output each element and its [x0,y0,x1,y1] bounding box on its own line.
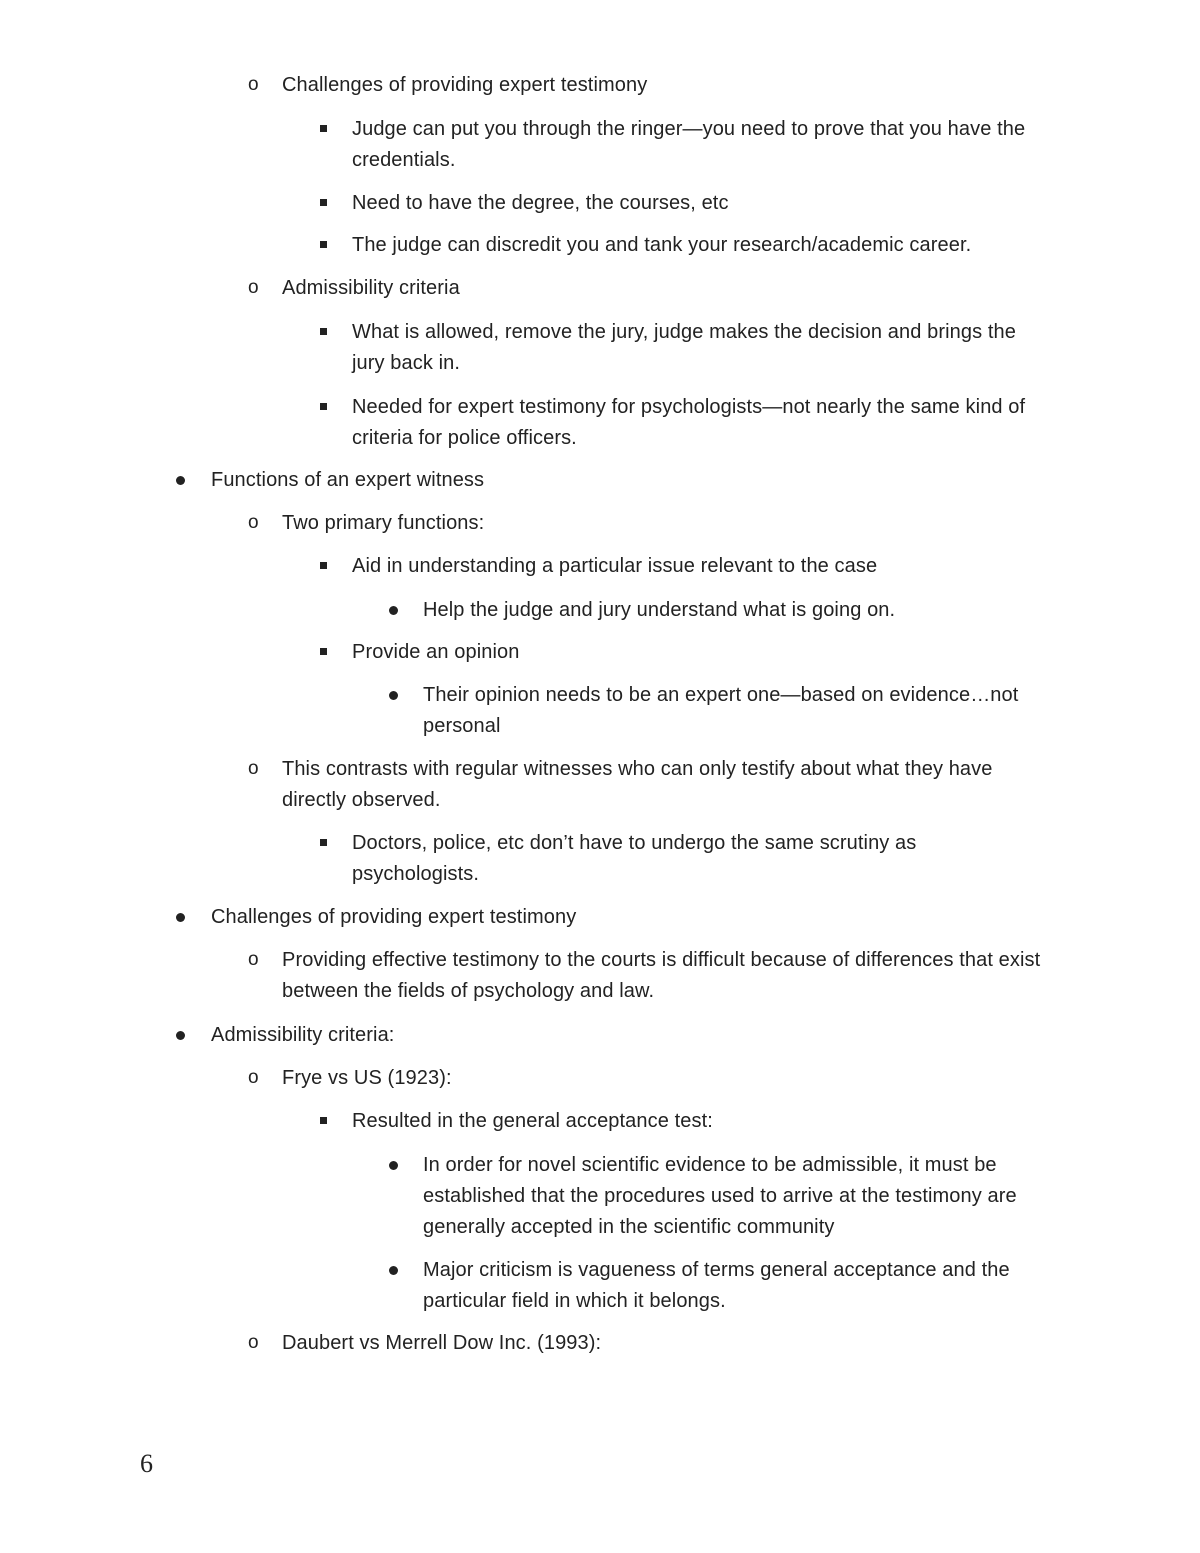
list-item-text: Daubert vs Merrell Dow Inc. (1993): [282,1332,602,1354]
list-item-text: Admissibility criteria: [211,1024,395,1046]
list-item-text: Resulted in the general acceptance test: [352,1110,713,1132]
list-item [248,945,1062,1007]
list-item [423,1255,1063,1317]
list-item-text: Frye vs US (1923): [282,1067,452,1089]
list-item [248,754,1062,816]
list-item-text: Help the judge and jury understand what is going on. [423,599,896,621]
disc-bullet-icon [389,691,398,700]
list-item [211,1020,1061,1051]
list-item-text: Need to have the degree, the courses, etc [352,192,729,214]
square-bullet-icon [320,562,327,569]
disc-bullet-icon [389,1161,398,1170]
list-item [248,1328,1062,1359]
list-item [423,680,1063,742]
list-item [352,637,1062,668]
list-item [248,70,1062,101]
square-bullet-icon [320,1117,327,1124]
list-item-text: Their opinion needs to be an expert one—based on evidence…not personal [423,684,1019,737]
list-item-text: The judge can discredit you and tank your research/academic career. [352,234,972,256]
square-bullet-icon [320,403,327,410]
list-item [248,508,1062,539]
list-item [248,1063,1062,1094]
list-item [352,114,1062,176]
circle-bullet-icon: o [248,277,259,298]
list-item-text: Challenges of providing expert testimony [211,906,577,928]
disc-bullet-icon [389,606,398,615]
circle-bullet-icon: o [248,758,259,779]
list-item [423,595,1063,626]
list-item-text: Challenges of providing expert testimony [282,74,648,96]
circle-bullet-icon: o [248,74,259,95]
page-number: 6 [140,1449,153,1478]
square-bullet-icon [320,125,327,132]
list-item-text: Admissibility criteria [282,277,460,299]
list-item-text: Provide an opinion [352,641,520,663]
list-item-text: Judge can put you through the ringer—you need to prove that you have the credentials. [352,118,1026,171]
list-item-text: Functions of an expert witness [211,469,485,491]
list-item [352,828,1002,890]
list-item [423,1150,1053,1243]
list-item-text: In order for novel scientific evidence to be admissible, it must be established that the procedures used to arrive at the testimony are generally accepted in the scientific community [423,1154,1017,1238]
circle-bullet-icon: o [248,1332,259,1353]
square-bullet-icon [320,839,327,846]
list-item [352,317,1052,379]
square-bullet-icon [320,241,327,248]
list-item [352,188,1062,219]
square-bullet-icon [320,199,327,206]
list-item [211,465,1061,496]
list-item [248,273,1062,304]
list-item [352,551,1062,582]
list-item [352,392,1062,454]
square-bullet-icon [320,328,327,335]
square-bullet-icon [320,648,327,655]
list-item [352,230,1062,261]
disc-bullet-icon [389,1266,398,1275]
list-item-text: What is allowed, remove the jury, judge makes the decision and brings the jury back in. [352,321,1016,374]
disc-bullet-icon [176,913,185,922]
list-item [211,902,1061,933]
list-item-text: Needed for expert testimony for psychologists—not nearly the same kind of criteria for police officers. [352,396,1026,449]
circle-bullet-icon: o [248,949,259,970]
list-item-text: Major criticism is vagueness of terms general acceptance and the particular field in which it belongs. [423,1259,1010,1312]
list-item-text: Aid in understanding a particular issue relevant to the case [352,555,878,577]
list-item-text: This contrasts with regular witnesses who can only testify about what they have directly observed. [282,758,993,811]
list-item-text: Doctors, police, etc don’t have to undergo the same scrutiny as psychologists. [352,832,917,885]
list-item-text: Two primary functions: [282,512,485,534]
list-item [352,1106,1062,1137]
disc-bullet-icon [176,1031,185,1040]
list-item-text: Providing effective testimony to the courts is difficult because of differences that exist between the fields of psychology and law. [282,949,1041,1002]
circle-bullet-icon: o [248,1067,259,1088]
disc-bullet-icon [176,476,185,485]
circle-bullet-icon: o [248,512,259,533]
